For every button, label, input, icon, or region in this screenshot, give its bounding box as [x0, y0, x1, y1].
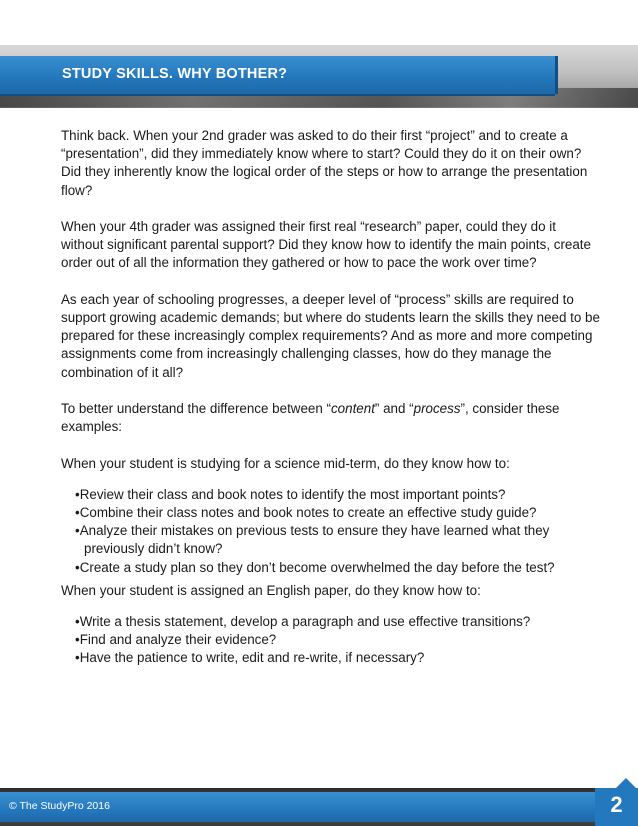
list-item: • Combine their class notes and book notes to create an effective study guide?	[75, 504, 601, 522]
footer-bar	[0, 792, 600, 822]
paragraph-process: As each year of schooling progresses, a deeper level of “process” skills are required to support growing academic demands; but where do students learn the skills they need to be prepared for these increasingly complex requirements? And as more and more competing assignments come from increasingly challenging classes, how do they manage the combination of it all?	[61, 291, 600, 380]
contrast-middle: ” and “	[374, 401, 414, 416]
paragraph-intro: Think back. When your 2nd grader was asked to do their first “project” and to create a “presentation”, did they immediately know where to start? Could they do it on their own? Did they inherently know the logical order of the steps or how to arrange the presentation flow?	[61, 128, 588, 198]
list-item: • Write a thesis statement, develop a paragraph and use effective transitions?	[75, 613, 601, 631]
english-lead: When your student is assigned an English paper, do they know how to:	[61, 582, 481, 598]
list-item: • Analyze their mistakes on previous tests to ensure they have learned what they previously didn’t know?	[75, 522, 601, 558]
paragraph-research: When your 4th grader was assigned their first real “research” paper, could they do it without significant parental support? Did they know how to identify the main points, create order out of all the information they gathered or how to pace the work over time?	[61, 219, 591, 271]
list-item: • Create a study plan so they don’t become overwhelmed the day before the test?	[75, 559, 601, 577]
copyright-text: © The StudyPro 2016	[9, 800, 110, 812]
paragraph-contrast	[61, 400, 601, 436]
content-word: content	[330, 401, 375, 416]
english-list	[61, 613, 601, 668]
page-number: 2	[610, 792, 623, 817]
page-number-box	[595, 788, 638, 826]
process-word: process	[413, 401, 461, 416]
list-item: • Find and analyze their evidence?	[75, 631, 601, 649]
list-item: • Review their class and book notes to identify the most important points?	[75, 486, 601, 504]
science-list	[61, 486, 601, 577]
science-lead: When your student is studying for a science mid-term, do they know how to:	[61, 455, 510, 471]
list-item: • Have the patience to write, edit and re-write, if necessary?	[75, 649, 601, 667]
document-body	[61, 127, 601, 686]
contrast-prefix: To better understand the difference between “	[61, 401, 331, 416]
title-bar	[0, 56, 555, 96]
contrast-suffix: ”, consider these examples:	[61, 401, 560, 435]
page-title: STUDY SKILLS. WHY BOTHER?	[62, 66, 288, 82]
